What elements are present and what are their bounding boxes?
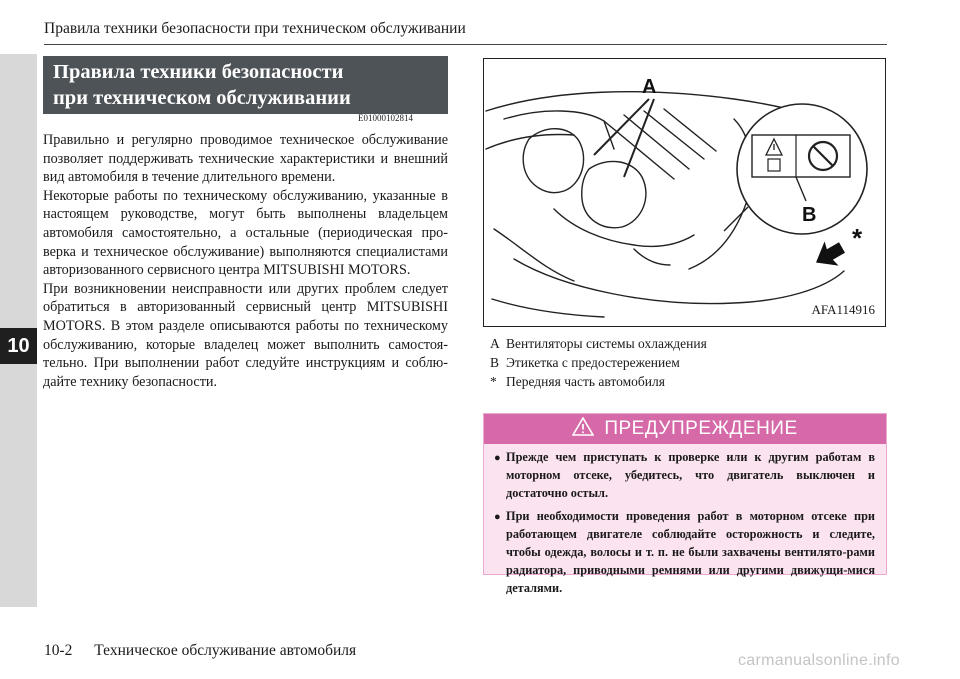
section-code: E01000102814 (358, 113, 413, 123)
hose-line (554, 209, 694, 246)
warning-label-zoom (724, 104, 867, 234)
bumper-line (514, 259, 844, 304)
radiator-fins (604, 109, 716, 179)
warning-box (483, 413, 887, 596)
page-number: 10-2 (44, 642, 73, 659)
caption-key: B (490, 355, 500, 370)
warning-list (484, 444, 886, 598)
figure-label-b: B (802, 204, 817, 226)
front-arrow-icon (809, 235, 849, 274)
page-footer (44, 642, 356, 660)
engine-bay-drawing (484, 59, 884, 325)
caption-item (490, 353, 707, 372)
caption-item (490, 334, 707, 353)
figure-label-a: A (642, 76, 657, 98)
bay-rim-line (504, 111, 614, 149)
body-paragraph: Некоторые работы по техническому обслуживанию, указанные в настоящем руководстве, могут быть выполнены владельцем автомобиля самостоятельно, а остальные (периодическая про-верка и техническое обслуживание) выполняются специалистами авторизованного сервисного центра MITSUBISHI MOTORS. (43, 187, 448, 279)
warning-item (494, 507, 875, 598)
warning-item-text: Прежде чем приступать к проверке или к другим работам в моторном отсеке, убедитесь, что двигатель выключен и достаточно остыл. (506, 450, 875, 501)
caption-item (490, 372, 707, 391)
lower-panel-line (494, 229, 574, 281)
site-watermark: carmanualsonline.info (738, 652, 900, 669)
bullet-icon: ● (494, 452, 501, 464)
body-paragraph: Правильно и регулярно проводимое техническое обслуживание позволяет поддерживать технические характеристики и внешний вид автомобиля в течение длительного времени. (43, 132, 448, 186)
road-line (492, 299, 604, 317)
figure-label-star: * (852, 223, 863, 253)
running-header: Правила техники безопасности при техническом обслуживании (44, 20, 466, 37)
callout-line-a-left (594, 99, 649, 155)
chapter-number-badge: 10 (0, 328, 37, 364)
section-title-line-1: Правила техники безопасности (53, 61, 344, 83)
bracket-line (634, 249, 670, 265)
header-divider (44, 44, 887, 45)
warning-item-text: При необходимости проведения работ в моторном отсеке при работающем двигателе соблюдайте осторожность и следите, чтобы одежда, волосы и т. п. не были захвачены вентилято-рами радиатора, приводными ремнями или другими движущи-мися деталями. (506, 508, 875, 596)
engine-bay-illustration (483, 58, 886, 327)
caption-text: Вентиляторы системы охлаждения (506, 336, 707, 351)
right-fan-outline (582, 161, 646, 227)
warning-header (484, 414, 886, 444)
body-paragraph: При возникновении неисправности или других проблем следует обратиться в авторизованный сервисный центр MITSUBISHI MOTORS. В этом разделе описываются работы по техническому обслуживанию, которые владелец может выполнить самостоя-тельно. При выполнении работ следуйте инструкциям и соблю-дайте технику безопасности. (43, 280, 448, 390)
footer-title: Техническое обслуживание автомобиля (94, 642, 357, 659)
figure-captions (490, 334, 707, 391)
zoom-connector (724, 207, 748, 231)
caption-key: * (490, 374, 497, 389)
fender-line (486, 135, 574, 149)
section-title-box (43, 56, 448, 114)
caption-text: Этикетка с предостережением (506, 355, 680, 370)
warning-sticker (752, 135, 850, 177)
warning-item (494, 448, 875, 503)
caption-key: A (490, 336, 500, 351)
figure-reference-code: AFA114916 (811, 302, 875, 317)
body-text (43, 131, 448, 391)
warning-triangle-icon (572, 417, 594, 442)
caption-text: Передняя часть автомобиля (506, 374, 665, 389)
bullet-icon: ● (494, 510, 501, 523)
left-fan-outline (523, 129, 583, 193)
section-title-line-2: при техническом обслуживании (53, 87, 351, 109)
warning-title: ПРЕДУПРЕЖДЕНИЕ (604, 418, 798, 439)
callout-line-a-right (624, 99, 654, 177)
